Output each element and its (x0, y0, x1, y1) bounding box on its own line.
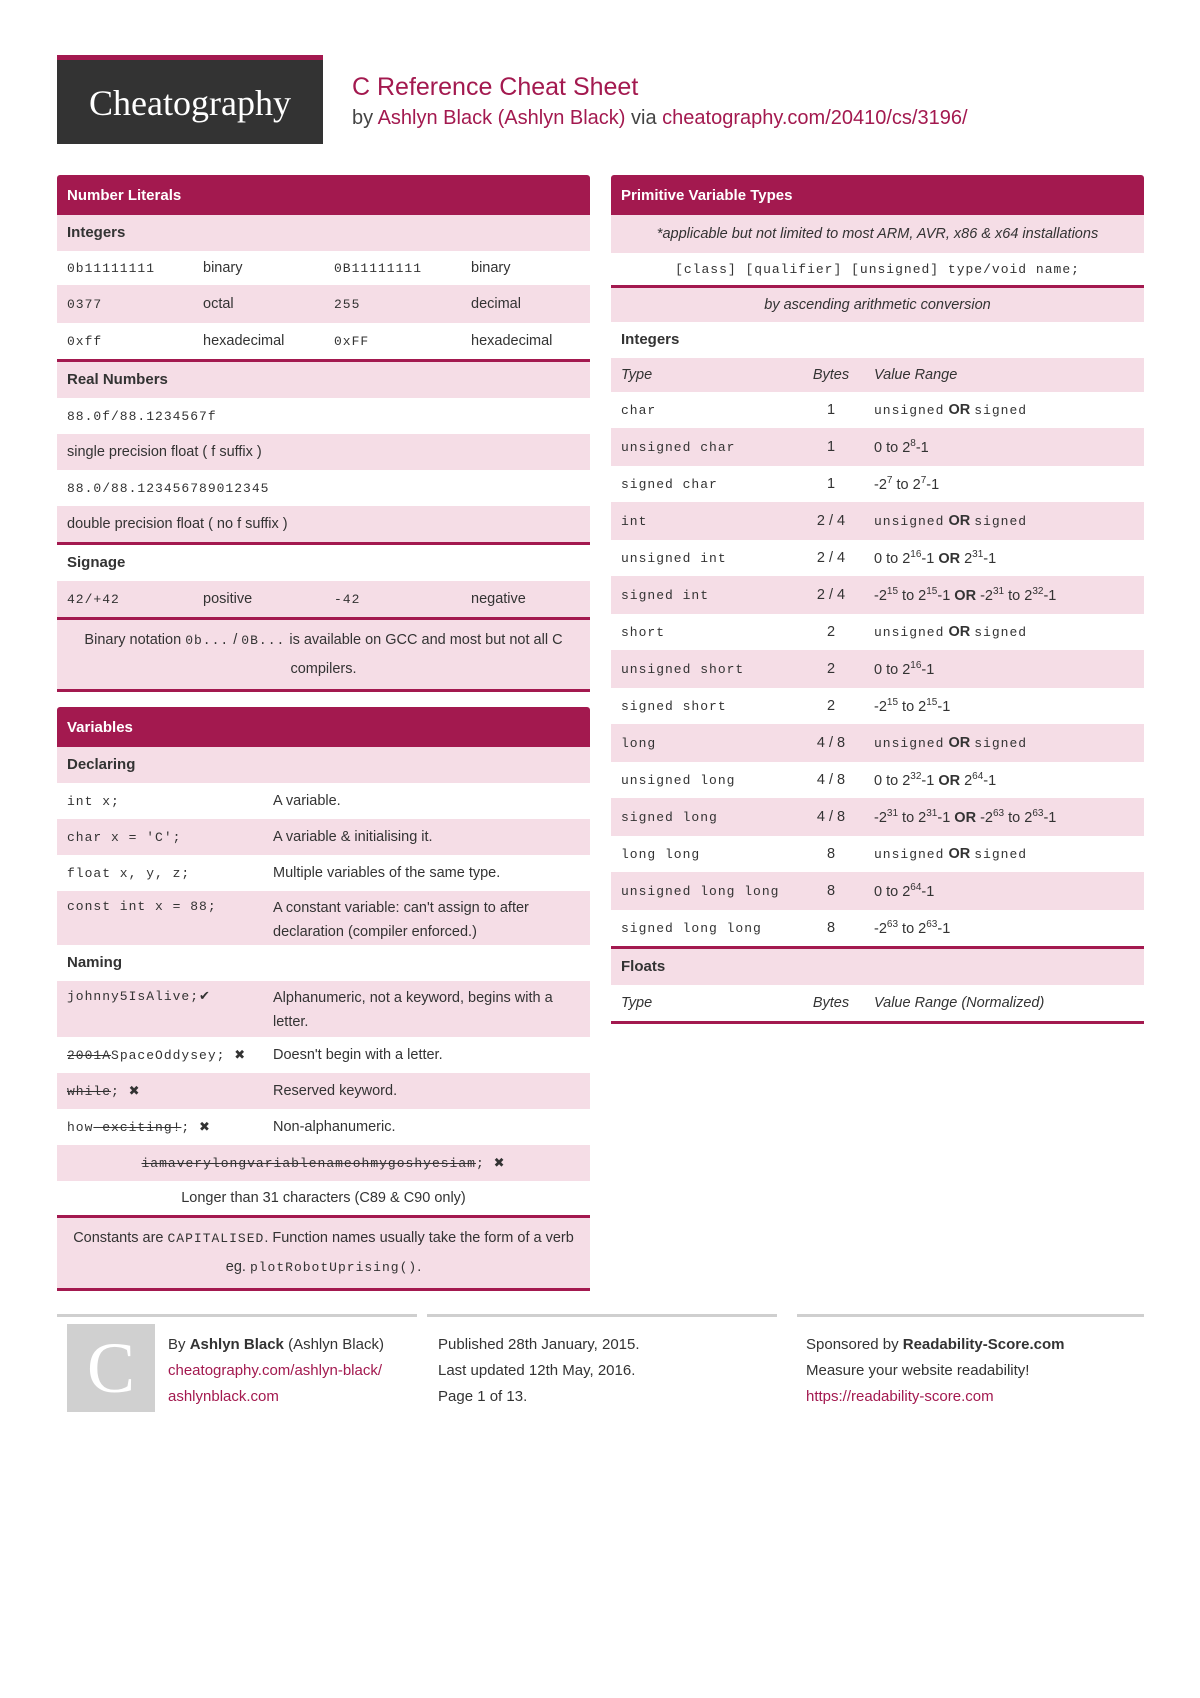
table-row (611, 798, 1144, 836)
type-name: unsigned int (621, 550, 727, 566)
type-bytes: 2 / 4 (816, 513, 846, 529)
declare-desc: A variable & initialising it. (273, 829, 433, 845)
literal-desc: double precision float ( no f suffix ) (67, 516, 288, 532)
ascending-note (611, 288, 1144, 322)
table-row (611, 392, 1144, 428)
signedness-keyword: unsigned (874, 847, 945, 862)
table-header-row (611, 358, 1144, 392)
naming-code: SpaceOddysey; (111, 1047, 226, 1063)
table-row (57, 323, 590, 359)
constants-note (57, 1218, 590, 1288)
or-keyword: OR (944, 735, 975, 751)
exponent: 16 (910, 549, 922, 561)
naming-invalid-part: iamaverylongvariablenameohmygoshyesiam (141, 1155, 476, 1171)
range-text: 0 to 2 (874, 439, 911, 456)
table-row (611, 872, 1144, 910)
syntax-row (611, 253, 1144, 285)
footer-sponsor-block (806, 1332, 1064, 1410)
range-text: 0 to 2 (874, 550, 911, 567)
range-text: -2 (874, 587, 887, 604)
author-website-link[interactable]: ashlynblack.com (168, 1388, 279, 1405)
literal-desc: negative (471, 591, 526, 607)
type-range (851, 846, 1027, 862)
range-text: 0 to 2 (874, 661, 911, 678)
footer-author-rest: (Ashlyn Black) (283, 1336, 384, 1353)
range-text: 2 (960, 550, 973, 567)
cross-icon: ✖ (199, 1119, 211, 1135)
right-column (611, 175, 1144, 1039)
table-row (57, 581, 590, 617)
table-row (57, 398, 590, 434)
range-text: 2 (960, 772, 973, 789)
note-text: / (229, 632, 242, 648)
section-title: Number Literals (57, 175, 590, 215)
range-text: -1 (926, 476, 940, 493)
range-text: to 2 (898, 587, 927, 604)
declare-code: int x; (67, 793, 120, 809)
exponent: 15 (886, 697, 899, 709)
range-text: -1 (937, 587, 955, 604)
literal-code: 42/+42 (67, 591, 120, 607)
or-keyword: OR (944, 624, 975, 640)
literal-desc: hexadecimal (471, 333, 553, 349)
number-literals-section (57, 175, 590, 692)
literal-desc: octal (203, 296, 234, 312)
exponent: 31 (886, 808, 899, 820)
type-range (851, 513, 1027, 529)
cross-icon: ✖ (493, 1155, 506, 1171)
literal-code: 0B11111111 (334, 260, 423, 276)
type-name: signed short (621, 698, 727, 714)
table-row (57, 506, 590, 542)
declare-desc: A variable. (273, 793, 341, 809)
range-text: -2 (874, 920, 887, 937)
exponent: 63 (1032, 808, 1044, 820)
type-bytes: 2 / 4 (816, 550, 846, 566)
ascending-text: by ascending arithmetic conversion (764, 297, 991, 313)
table-row (611, 650, 1144, 688)
signedness-keyword: unsigned (874, 403, 945, 418)
naming-example (57, 1048, 263, 1063)
literal-desc: single precision float ( f suffix ) (67, 444, 262, 460)
type-name: unsigned short (621, 661, 745, 677)
note-code: 0b... (185, 633, 230, 648)
table-row (57, 855, 590, 891)
literal-code: 88.0f/88.1234567f (67, 408, 217, 424)
literal-code: 88.0/88.123456789012345 (67, 480, 270, 496)
range-text: -1 (921, 550, 939, 567)
table-row (57, 1073, 590, 1109)
declare-code: float x, y, z; (67, 865, 191, 881)
signedness-keyword: signed (974, 847, 1028, 862)
table-row (57, 891, 590, 945)
signedness-keyword: signed (974, 514, 1028, 529)
range-text: to 2 (898, 698, 927, 715)
literal-code: 0b11111111 (67, 260, 156, 276)
naming-example (142, 1156, 506, 1171)
type-bytes: 2 (826, 698, 836, 714)
range-text: -1 (915, 439, 929, 456)
section-title: Primitive Variable Types (611, 175, 1144, 215)
primitive-types-section (611, 175, 1144, 1024)
literal-code: -42 (334, 591, 361, 607)
type-range (851, 549, 996, 567)
type-name: int (621, 513, 648, 529)
naming-code: how (67, 1119, 94, 1135)
exponent: 16 (910, 660, 922, 672)
declare-desc: Multiple variables of the same type. (273, 865, 501, 881)
literal-desc: hexadecimal (203, 333, 285, 349)
literal-desc: positive (203, 591, 253, 607)
exponent: 7 (886, 475, 893, 487)
declaring-subhead: Declaring (57, 747, 590, 783)
naming-subhead: Naming (57, 945, 590, 981)
type-name: unsigned long (621, 772, 736, 788)
type-range (851, 919, 950, 937)
naming-code: johnny5IsAlive; (67, 989, 200, 1004)
variables-section (57, 707, 590, 1291)
range-text: to 2 (898, 920, 927, 937)
sheet-url-link[interactable]: cheatography.com/20410/cs/3196/ (662, 107, 968, 129)
literal-code: 255 (334, 296, 361, 312)
signage-subhead: Signage (57, 545, 590, 581)
logo-text: Cheatography (89, 83, 291, 123)
note-text: is available on GCC and most but not all C compilers. (285, 632, 563, 677)
note-text: . (417, 1259, 422, 1275)
range-text: -1 (937, 809, 955, 826)
signedness-keyword: unsigned (874, 625, 945, 640)
real-numbers-subhead: Real Numbers (57, 362, 590, 398)
col-header-type: Type (621, 367, 653, 383)
type-bytes: 8 (826, 883, 836, 899)
type-range (851, 586, 1056, 604)
exponent: 31 (972, 549, 984, 561)
col-header-type: Type (621, 995, 653, 1011)
section-title: Variables (57, 707, 590, 747)
type-name: unsigned long long (621, 883, 780, 899)
note-text: Constants are (73, 1230, 168, 1246)
or-keyword: OR (944, 402, 975, 418)
note-text: . Function names usually take the form of a verb eg. (225, 1230, 574, 1275)
range-text: -1 (983, 550, 997, 567)
note-code: plotRobotUprising() (249, 1260, 418, 1275)
primitive-rows (611, 392, 1144, 946)
exponent: 7 (920, 475, 927, 487)
col-header-bytes: Bytes (812, 367, 850, 383)
range-text: 0 to 2 (874, 883, 911, 900)
signedness-keyword: unsigned (874, 736, 945, 751)
exponent: 15 (886, 586, 899, 598)
table-row (57, 1181, 590, 1215)
naming-example (57, 986, 263, 1008)
col-header-range: Value Range (874, 367, 958, 383)
or-keyword: OR (954, 809, 977, 826)
signedness-keyword: signed (974, 736, 1028, 751)
exponent: 32 (1032, 586, 1044, 598)
cross-icon: ✖ (128, 1083, 141, 1099)
published-date: Published 28th January, 2015. (438, 1336, 640, 1353)
type-name: signed char (621, 476, 718, 492)
exponent: 63 (926, 919, 938, 931)
table-row (611, 688, 1144, 724)
table-row (611, 502, 1144, 540)
type-range (851, 624, 1027, 640)
sponsor-tagline: Measure your website readability! (806, 1362, 1030, 1379)
author-avatar: C (67, 1324, 155, 1412)
exponent: 15 (926, 697, 938, 709)
exponent: 32 (910, 771, 922, 783)
via-text: via (625, 107, 663, 129)
col-header-range-normalized: Value Range (Normalized) (874, 995, 1045, 1011)
range-text: to 2 (1004, 809, 1033, 826)
type-bytes: 2 / 4 (816, 587, 846, 603)
type-bytes: 1 (826, 402, 836, 418)
footer-divider (57, 1314, 417, 1317)
col-header-bytes: Bytes (812, 995, 850, 1011)
table-row (57, 434, 590, 470)
signedness-keyword: unsigned (874, 514, 945, 529)
table-row (57, 1145, 590, 1181)
exponent: 63 (886, 919, 899, 931)
literal-code: 0xff (67, 333, 103, 349)
literal-desc: binary (203, 260, 243, 276)
table-row (611, 762, 1144, 798)
exponent: 64 (972, 771, 984, 783)
sponsor-name[interactable]: Readability-Score.com (902, 1336, 1065, 1353)
range-text: -2 (874, 476, 887, 493)
exponent: 31 (992, 586, 1005, 598)
table-row (57, 783, 590, 819)
or-keyword: OR (944, 513, 975, 529)
naming-code: ; (181, 1119, 191, 1135)
table-row (611, 724, 1144, 762)
type-range (851, 882, 934, 900)
literal-desc: binary (471, 260, 511, 276)
type-name: signed long long (621, 920, 762, 936)
exponent: 63 (992, 808, 1005, 820)
signedness-keyword: signed (974, 625, 1028, 640)
by-prefix: by (352, 107, 378, 129)
footer-dates-block (438, 1332, 640, 1410)
table-row (57, 1037, 590, 1073)
table-row (611, 576, 1144, 614)
table-row (611, 614, 1144, 650)
type-range (851, 402, 1027, 418)
left-column (57, 175, 590, 1306)
author-link[interactable]: Ashlyn Black (Ashlyn Black) (377, 107, 626, 129)
exponent: 15 (926, 586, 938, 598)
page-title: C Reference Cheat Sheet (352, 73, 639, 101)
page-number: Page 1 of 13. (438, 1388, 528, 1405)
naming-example (57, 1120, 263, 1135)
naming-desc: Reserved keyword. (273, 1083, 398, 1099)
type-bytes: 1 (826, 476, 836, 492)
range-text: -1 (921, 661, 935, 678)
integers-subhead: Integers (611, 322, 1144, 358)
syntax-code: [class] [qualifier] [unsigned] type/void name; (675, 261, 1080, 277)
check-icon: ✔ (199, 989, 211, 1004)
table-row (611, 910, 1144, 946)
footer-author[interactable]: Ashlyn Black (189, 1336, 284, 1353)
type-range (851, 475, 939, 493)
table-header-row (611, 985, 1144, 1021)
type-name: signed int (621, 587, 710, 603)
range-text: -1 (937, 920, 951, 937)
exponent: 64 (910, 882, 922, 894)
type-range (851, 808, 1056, 826)
type-bytes: 1 (826, 439, 836, 455)
author-profile-link[interactable]: cheatography.com/ashlyn-black/ (168, 1362, 382, 1379)
range-text: -2 (976, 587, 993, 604)
table-row (57, 251, 590, 285)
type-bytes: 8 (826, 920, 836, 936)
naming-desc: Alphanumeric, not a keyword, begins with a letter. (273, 990, 553, 1030)
naming-code: ; (111, 1083, 120, 1099)
literal-code: 0377 (67, 296, 103, 312)
range-text: to 2 (898, 809, 927, 826)
or-keyword: OR (944, 846, 975, 862)
naming-invalid-part: while (67, 1083, 112, 1099)
table-row (611, 836, 1144, 872)
range-text: to 2 (892, 476, 921, 493)
naming-code: ; (475, 1155, 485, 1171)
exponent: 8 (910, 438, 916, 450)
footer-by: By (168, 1336, 190, 1353)
type-range (851, 438, 929, 456)
type-name: long (621, 735, 657, 751)
note-code: CAPITALISED (167, 1231, 265, 1246)
range-text: to 2 (1004, 587, 1033, 604)
type-bytes: 4 / 8 (816, 735, 846, 751)
sponsored-by: Sponsored by (806, 1336, 903, 1353)
footer-author-block (168, 1332, 384, 1410)
range-text: -1 (937, 698, 951, 715)
table-row (57, 285, 590, 323)
table-row (611, 540, 1144, 576)
naming-desc: Longer than 31 characters (C89 & C90 only) (181, 1190, 466, 1206)
type-range (851, 735, 1027, 751)
updated-date: Last updated 12th May, 2016. (438, 1362, 636, 1379)
or-keyword: OR (938, 550, 961, 567)
declare-code: const int x = 88; (67, 899, 217, 914)
byline (352, 107, 968, 130)
cheatography-logo[interactable] (57, 55, 323, 144)
range-text: -2 (976, 809, 993, 826)
table-row (57, 981, 590, 1037)
type-range (851, 697, 950, 715)
binary-note (57, 620, 590, 689)
type-range (851, 771, 996, 789)
signedness-keyword: signed (974, 403, 1028, 418)
applicable-text: *applicable but not limited to most ARM, AVR, x86 & x64 installations (656, 226, 1099, 242)
type-bytes: 4 / 8 (816, 772, 846, 788)
range-text: -2 (874, 809, 887, 826)
type-bytes: 2 (826, 661, 836, 677)
naming-desc: Doesn't begin with a letter. (273, 1047, 443, 1063)
type-name: char (621, 402, 657, 418)
literal-desc: decimal (471, 296, 521, 312)
table-row (611, 466, 1144, 502)
range-text: -2 (874, 698, 887, 715)
declare-desc: A constant variable: can't assign to after declaration (compiler enforced.) (273, 900, 529, 940)
table-row (57, 1109, 590, 1145)
or-keyword: OR (938, 772, 961, 789)
literal-code: 0xFF (334, 333, 370, 349)
type-bytes: 4 / 8 (816, 809, 846, 825)
type-bytes: 2 (826, 624, 836, 640)
table-row (57, 470, 590, 506)
sponsor-link[interactable]: https://readability-score.com (806, 1388, 994, 1405)
naming-example (57, 1084, 263, 1099)
range-text: -1 (1043, 587, 1057, 604)
range-text: -1 (1043, 809, 1057, 826)
footer-divider (427, 1314, 777, 1317)
type-range (851, 660, 934, 678)
type-name: signed long (621, 809, 718, 825)
table-row (611, 428, 1144, 466)
applicable-note (611, 215, 1144, 253)
table-row (57, 819, 590, 855)
integers-subhead: Integers (57, 215, 590, 251)
naming-desc: Non-alphanumeric. (273, 1119, 396, 1135)
cross-icon: ✖ (234, 1047, 247, 1063)
naming-invalid-part: -exciting! (93, 1119, 182, 1135)
type-name: unsigned char (621, 439, 736, 455)
type-bytes: 8 (826, 846, 836, 862)
declare-code: char x = 'C'; (67, 829, 182, 845)
range-text: -1 (921, 772, 939, 789)
note-code: 0B... (241, 633, 286, 648)
type-name: short (621, 624, 666, 640)
floats-subhead: Floats (611, 949, 1144, 985)
footer-divider (797, 1314, 1144, 1317)
range-text: -1 (983, 772, 997, 789)
type-name: long long (621, 846, 701, 862)
note-text: Binary notation (84, 632, 186, 648)
range-text: 0 to 2 (874, 772, 911, 789)
range-text: -1 (921, 883, 935, 900)
naming-invalid-part: 2001A (67, 1047, 112, 1063)
or-keyword: OR (954, 587, 977, 604)
exponent: 31 (926, 808, 938, 820)
